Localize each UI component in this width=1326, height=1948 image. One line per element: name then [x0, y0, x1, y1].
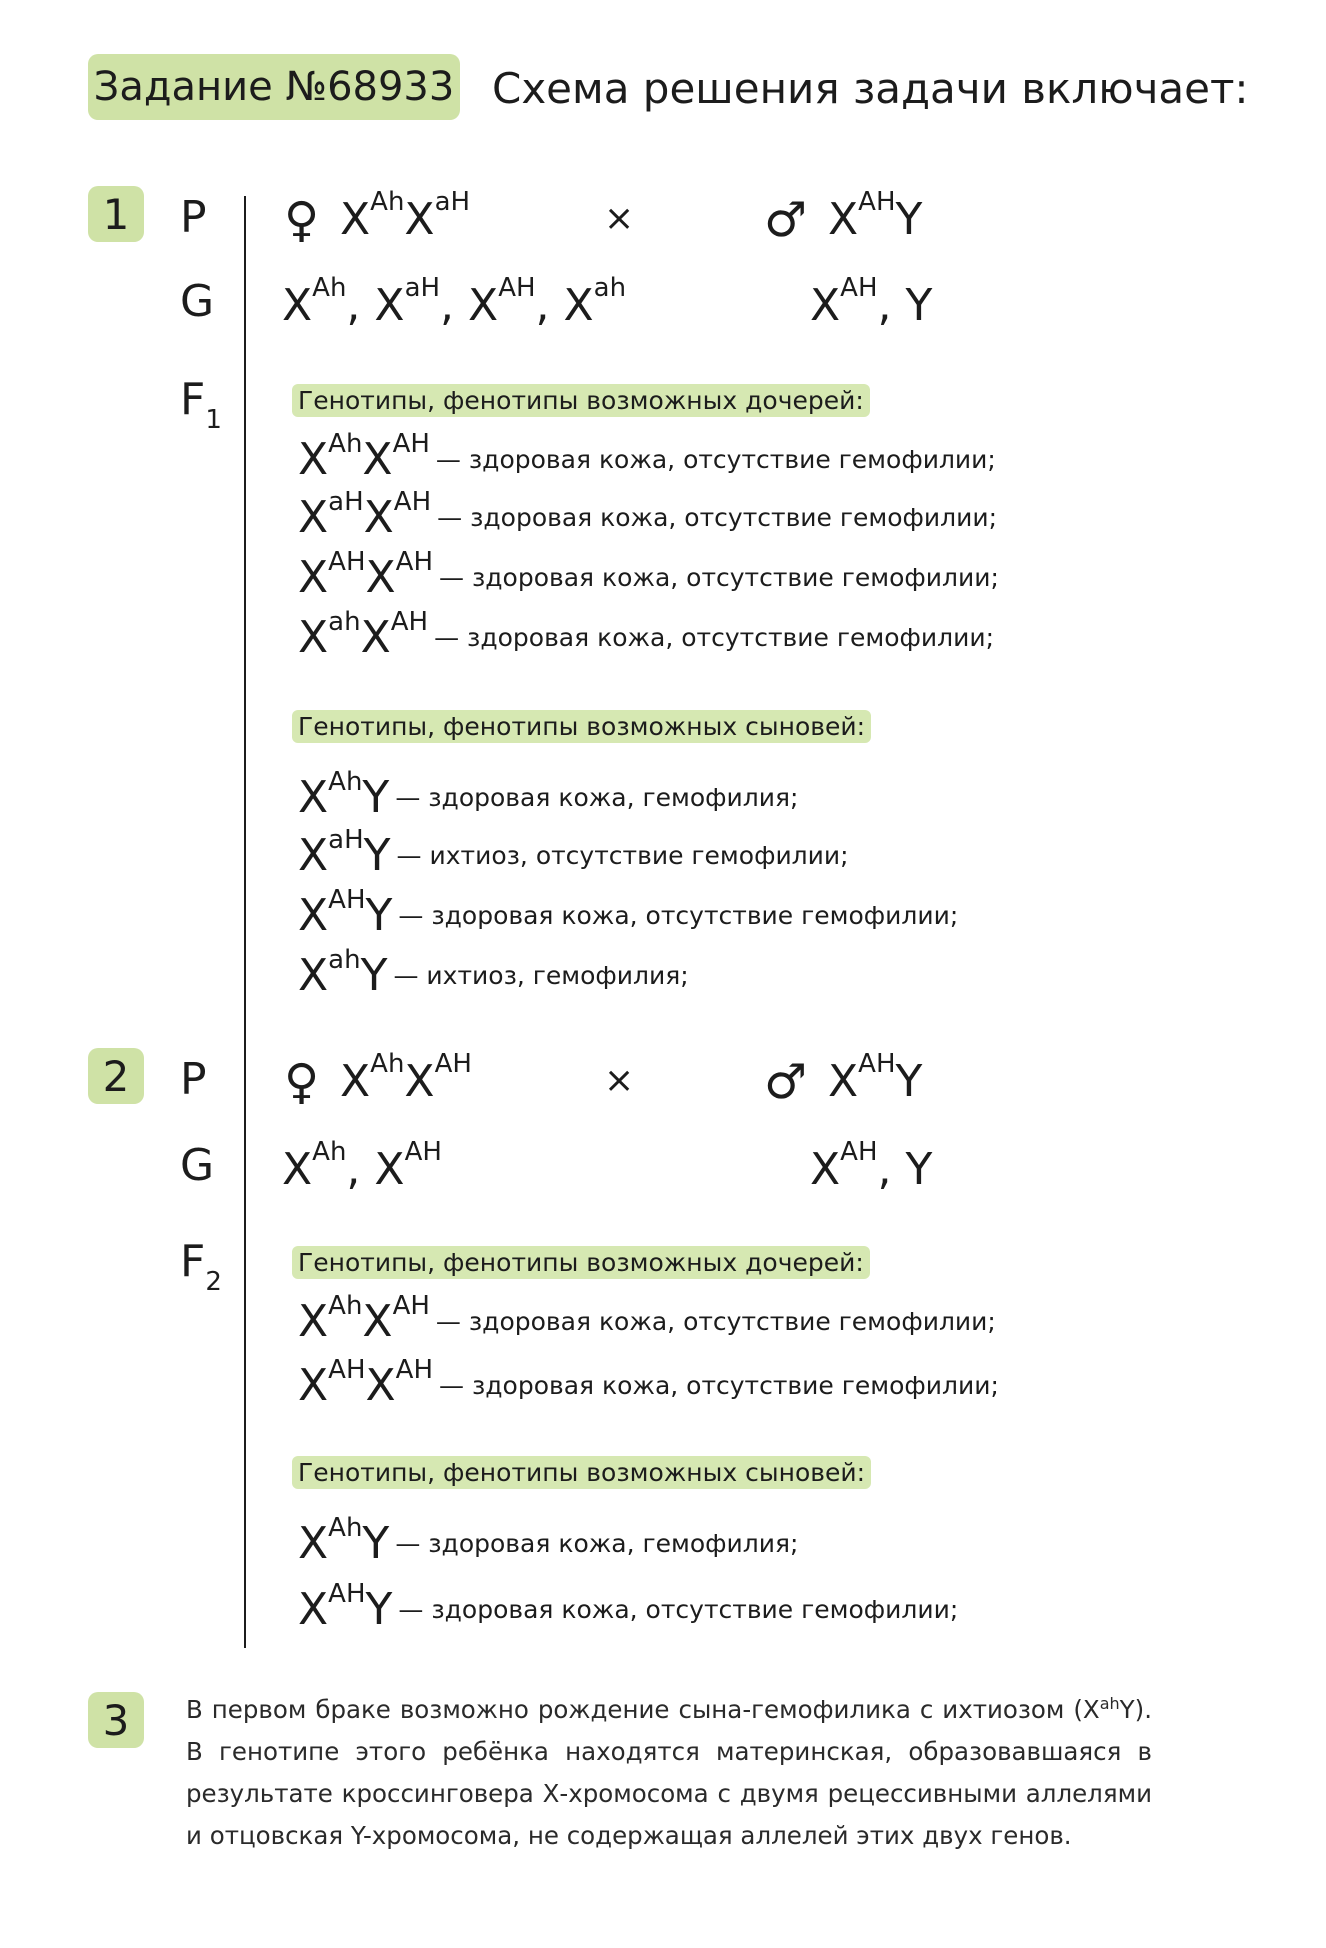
- step-3-badge: [88, 1692, 144, 1748]
- list-item: $X^{aH}X^{AH}—$ здоровая кожа, отсутствие гемофилии;: [298, 487, 998, 543]
- allele: Ah: [370, 187, 405, 217]
- mother-genotype: [340, 187, 471, 245]
- step-number: 1: [102, 189, 130, 239]
- list-item: $X^{aH}Y—$ ихтиоз, отсутствие гемофилии;: [298, 825, 849, 881]
- chromosome: X: [828, 194, 859, 245]
- male-icon: ♂: [764, 192, 808, 248]
- list-item: $X^{ah}X^{AH}—$ здоровая кожа, отсутствие гемофилии;: [298, 607, 995, 663]
- offspring-label-sub: 2: [205, 1267, 222, 1297]
- father-gametes: $X^{AH}$, Y: [810, 273, 933, 331]
- list-item: $X^{AH}Y—$ здоровая кожа, отсутствие гемофилии;: [298, 885, 959, 941]
- cross-icon: ×: [604, 1060, 635, 1101]
- parents-label: P: [180, 1054, 207, 1105]
- offspring-label: [180, 1236, 222, 1297]
- page-title: Схема решения задачи включает:: [492, 64, 1249, 113]
- list-item: $X^{Ah}X^{AH}—$ здоровая кожа, отсутствие гемофилии;: [298, 429, 996, 485]
- offspring-label-sub: 1: [205, 405, 222, 435]
- list-item: $X^{Ah}Y—$ здоровая кожа, гемофилия;: [298, 1513, 799, 1569]
- chromosome: Y: [895, 194, 923, 245]
- daughters-heading: Генотипы, фенотипы возможных дочерей:: [292, 1246, 870, 1279]
- father-genotype: [828, 187, 923, 245]
- allele: AH: [858, 187, 896, 217]
- list-item: $X^{AH}X^{AH}—$ здоровая кожа, отсутствие гемофилии;: [298, 547, 999, 603]
- sons-heading: Генотипы, фенотипы возможных сыновей:: [292, 1456, 871, 1489]
- step-2-badge: [88, 1048, 144, 1104]
- task-number-badge: [88, 54, 460, 120]
- chromosome: X: [340, 194, 371, 245]
- list-item: $X^{ah}Y—$ ихтиоз, гемофилия;: [298, 945, 689, 1001]
- female-icon: ♀: [284, 192, 320, 248]
- step-number: 2: [102, 1051, 130, 1101]
- conclusion-paragraph: В первом браке возможно рождение сына-гемофилика с ихтиозом $(X^{ah}Y)$. В генотипе этого ребёнка находятся материнская, образовавшаяся в результате кроссинговера Х-хромосома с двумя рецессивными аллелями и отцовская Y-хромосома, не содержащая аллелей этих двух генов.: [186, 1693, 1152, 1850]
- daughters-heading: Генотипы, фенотипы возможных дочерей:: [292, 384, 870, 417]
- mother-gametes: $X^{Ah}$, $X^{AH}$: [282, 1137, 442, 1195]
- male-icon: ♂: [764, 1054, 808, 1110]
- mother-gametes: $X^{Ah}$, $X^{aH}$, $X^{AH}$, $X^{ah}$: [282, 273, 627, 331]
- gametes-label: G: [180, 276, 215, 327]
- sons-heading: Генотипы, фенотипы возможных сыновей:: [292, 710, 871, 743]
- offspring-label-text: F: [180, 1236, 206, 1287]
- step-1-badge: [88, 186, 144, 242]
- chromosome: X: [404, 194, 435, 245]
- female-icon: ♀: [284, 1054, 320, 1110]
- task-number: Задание №68933: [93, 64, 455, 110]
- gametes-label: G: [180, 1140, 215, 1191]
- offspring-label-text: F: [180, 374, 206, 425]
- list-item: $X^{Ah}X^{AH}—$ здоровая кожа, отсутствие гемофилии;: [298, 1291, 996, 1347]
- mother-genotype: $X^{Ah}X^{AH}$: [340, 1049, 472, 1107]
- father-gametes: $X^{AH}$, Y: [810, 1137, 933, 1195]
- father-genotype: $X^{AH}Y$: [828, 1049, 923, 1107]
- cross-icon: ×: [604, 198, 635, 239]
- parents-label: P: [180, 192, 207, 243]
- step-number: 3: [102, 1695, 130, 1745]
- list-item: $X^{AH}Y—$ здоровая кожа, отсутствие гемофилии;: [298, 1579, 959, 1635]
- offspring-label: [180, 374, 222, 435]
- list-item: $X^{AH}X^{AH}—$ здоровая кожа, отсутствие гемофилии;: [298, 1355, 999, 1411]
- list-item: $X^{Ah}Y—$ здоровая кожа, гемофилия;: [298, 767, 799, 823]
- vertical-divider: [244, 196, 246, 1648]
- allele: aH: [434, 187, 471, 217]
